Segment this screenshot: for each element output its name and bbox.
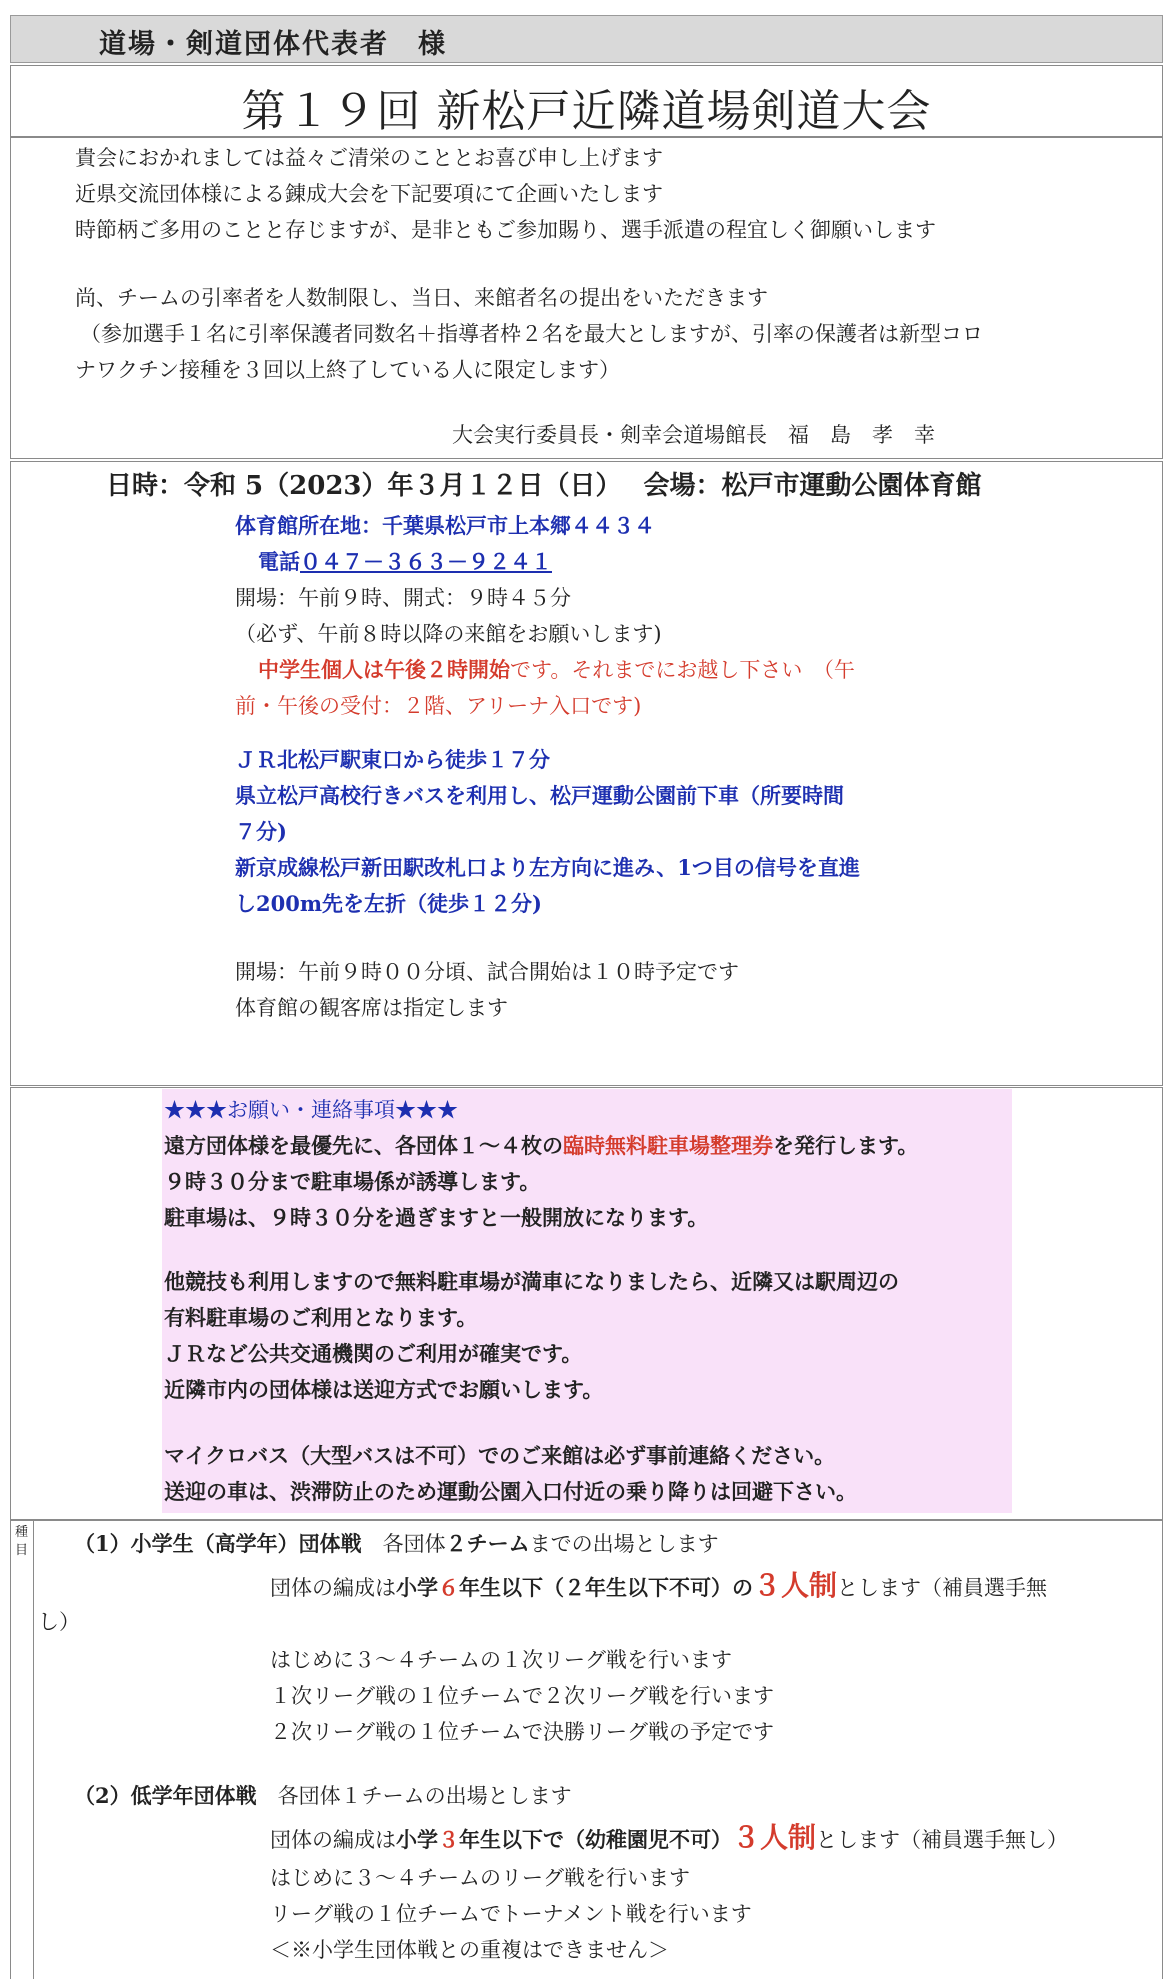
access-line: ７分) <box>235 819 287 844</box>
team-composition: 団体の編成は小学６年生以下（２年生以下不可）の３人制とします（補員選手無 <box>270 1569 1048 1602</box>
notice-line: ＪＲなど公共交通機関のご利用が確実です。 <box>164 1341 583 1366</box>
category-heading: （2）低学年団体戦 各団体１チームの出場とします <box>74 1783 572 1808</box>
signature: 大会実行委員長・剣幸会道場館長 福 島 孝 幸 <box>452 423 935 447</box>
title-box <box>10 65 1163 137</box>
rule-line: １次リーグ戦の１位チームで２次リーグ戦を行います <box>270 1684 774 1708</box>
venue-address: 体育館所在地：千葉県松戸市上本郷４４３４ <box>235 513 655 538</box>
rule-line: はじめに３～４チームの１次リーグ戦を行います <box>270 1648 732 1672</box>
opening-time: 開場：午前９時、開式：９時４５分 <box>235 586 571 610</box>
reception-note: 前・午後の受付：２階、アリーナ入口です) <box>235 694 642 718</box>
notice-line: マイクロバス（大型バスは不可）でのご来館は必ず事前連絡ください。 <box>164 1443 836 1468</box>
greeting-line: （参加選手１名に引率保護者同数名＋指導者枠２名を最大としますが、引率の保護者は新型コロ <box>80 322 983 346</box>
category-name: （1）小学生（高学年）団体戦 <box>74 1531 362 1556</box>
notice-line: 駐車場は、９時３０分を過ぎますと一般開放になります。 <box>164 1205 709 1230</box>
greeting-line: 近県交流団体様による錬成大会を下記要項にて企画いたします <box>75 182 663 206</box>
parking-text: 遠方団体様を最優先に、各団体１～４枚の <box>164 1133 563 1158</box>
addressee-text: 道場・剣道団体代表者 様 <box>99 29 447 60</box>
category-label: 種目 <box>10 1520 34 1979</box>
rule-line: ２次リーグ戦の１位チームで決勝リーグ戦の予定です <box>270 1720 774 1744</box>
schedule-note: 開場：午前９時００分頃、試合開始は１０時予定です <box>235 960 739 984</box>
event-section <box>10 461 1163 1086</box>
notice-line: ９時３０分まで駐車場係が誘導します。 <box>164 1169 541 1194</box>
junior-start-time: 中学生個人は午後２時開始 <box>258 657 510 682</box>
parking-ticket: 臨時無料駐車場整理券 <box>563 1133 773 1158</box>
junior-note <box>258 652 855 688</box>
notice-line: 有料駐車場のご利用となります。 <box>164 1305 478 1330</box>
greeting-line: 時節柄ご多用のことと存じますが、是非ともご参加賜り、選手派遣の程宜しく御願いします <box>75 218 936 242</box>
team-composition-wrap: し） <box>38 1610 80 1634</box>
rule-line: ＜※小学生団体戦との重複はできません＞ <box>270 1938 669 1962</box>
notice-line: 近隣市内の団体様は送迎方式でお願いします。 <box>164 1377 604 1402</box>
phone-link[interactable]: ０４７－３６３－９２４１ <box>300 549 552 574</box>
category-name: （2）低学年団体戦 <box>74 1783 257 1808</box>
access-line: し200m先を左折（徒歩１２分) <box>235 891 542 916</box>
greeting-line: ナワクチン接種を３回以上終了している人に限定します） <box>75 358 620 382</box>
parking-text: を発行します。 <box>773 1133 919 1158</box>
team-composition: 団体の編成は小学３年生以下で（幼稚園児不可）３人制とします（補員選手無し） <box>270 1821 1069 1854</box>
parking-ticket-note <box>164 1128 918 1164</box>
rule-line: リーグ戦の１位チームでトーナメント戦を行います <box>270 1902 752 1926</box>
addressee-bar <box>10 15 1163 63</box>
event-datetime-venue: 日時：令和 5（2023）年３月１２日（日） 会場：松戸市運動公園体育館 <box>106 471 982 501</box>
access-line: 県立松戸高校行きバスを利用し、松戸運動公園前下車（所要時間 <box>235 783 844 808</box>
rule-line: はじめに３～４チームのリーグ戦を行います <box>270 1866 690 1890</box>
phone-label: 電話 <box>258 549 300 574</box>
greeting-line: 尚、チームの引率者を人数制限し、当日、来館者名の提出をいただきます <box>75 286 768 310</box>
seats-note: 体育館の観客席は指定します <box>235 996 508 1020</box>
junior-note-text: です。それまでにお越し下さい （午 <box>510 658 855 682</box>
category-heading: （1）小学生（高学年）団体戦 各団体２チームまでの出場とします <box>74 1531 719 1556</box>
access-line: 新京成線松戸新田駅改札口より左方向に進み、1つ目の信号を直進 <box>235 855 860 880</box>
page-title: 第１９回 新松戸近隣道場剣道大会 <box>241 86 932 137</box>
arrival-note: （必ず、午前８時以降の来館をお願いします) <box>235 622 662 646</box>
venue-phone <box>258 544 552 580</box>
greeting-line: 貴会におかれましては益々ご清栄のこととお喜び申し上げます <box>75 146 663 170</box>
notice-heading: ★★★お願い・連絡事項★★★ <box>164 1098 458 1122</box>
access-line: ＪＲ北松戸駅東口から徒歩１７分 <box>235 747 550 772</box>
notice-line: 他競技も利用しますので無料駐車場が満車になりましたら、近隣又は駅周辺の <box>164 1269 899 1294</box>
notice-line: 送迎の車は、渋滞防止のため運動公園入口付近の乗り降りは回避下さい。 <box>164 1479 857 1504</box>
